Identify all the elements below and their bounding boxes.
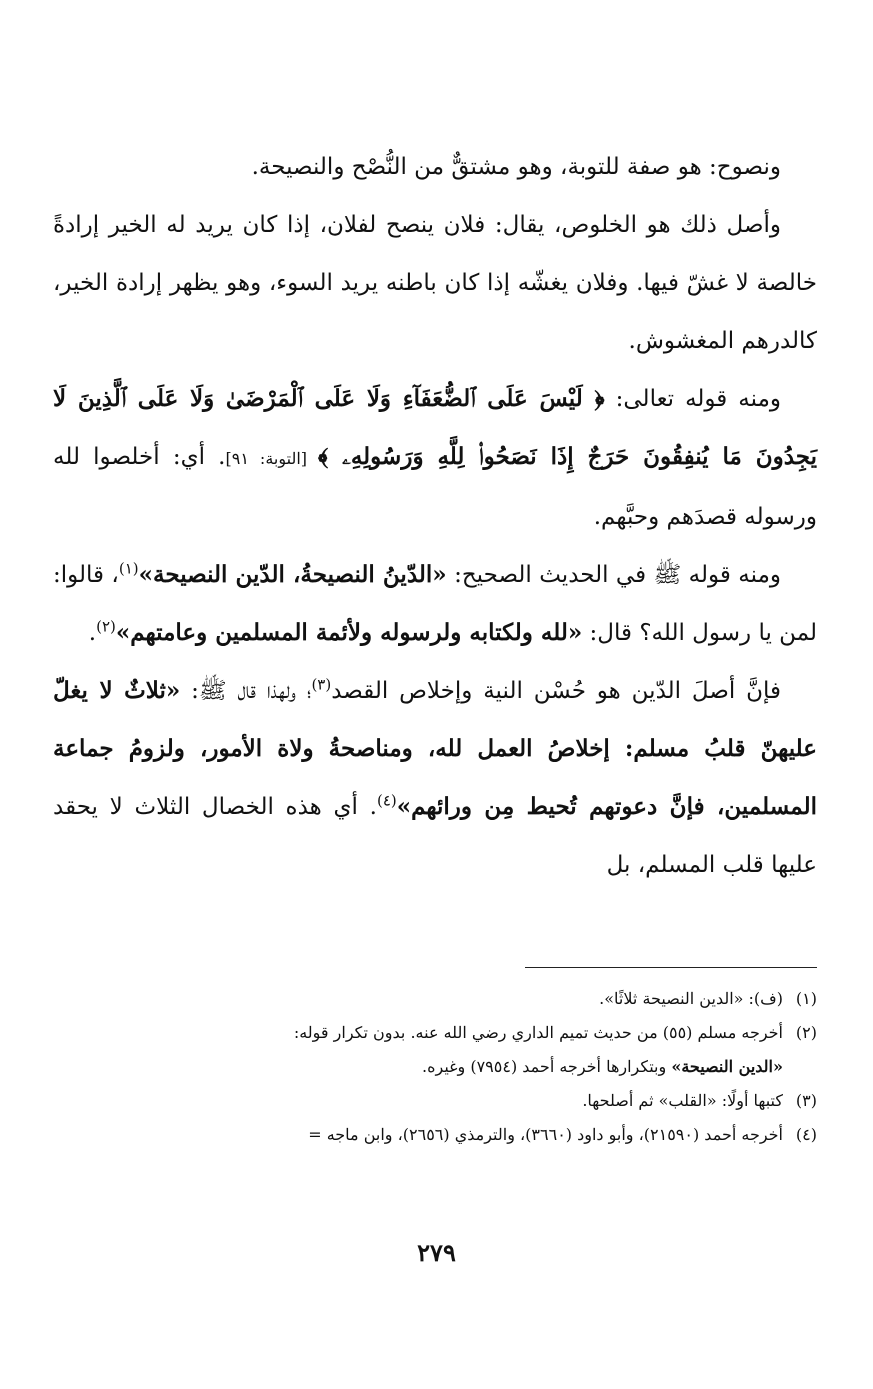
paragraph-3-intro: ومنه قوله تعالى: xyxy=(604,386,782,412)
footnote-marker-1[interactable]: (١) xyxy=(118,559,139,578)
paragraph-2 xyxy=(53,196,817,370)
paragraph-3-tail: . أي: أخلصوا لله ورسوله قصدَهم وحبَّهم. xyxy=(53,444,817,530)
footnote-2-continuation xyxy=(53,1050,817,1084)
footnote-3-number: (٣) xyxy=(795,1091,817,1110)
footnote-1-text: (ف): «الدين النصيحة ثلاثًا». xyxy=(599,989,783,1008)
quran-verse: ﴿ لَيْسَ عَلَى ٱلضُّعَفَآءِ وَلَا عَلَى ٱلْمَرْضَىٰ وَلَا عَلَى ٱلَّذِينَ لَا يَجِدُونَ مَا يُنفِقُونَ حَرَجٌ إِذَا نَصَحُوا۟ لِلَّهِ وَرَسُولِهِۦ ﴾ xyxy=(53,385,818,470)
footnote-marker-4[interactable]: (٤) xyxy=(376,791,397,810)
footnote-marker-3[interactable]: (٣) xyxy=(311,675,332,694)
footnote-4-text: أخرجه أحمد (٢١٥٩٠)، وأبو داود (٣٦٦٠)، والترمذي (٢٦٥٦)، وابن ماجه = xyxy=(308,1125,783,1144)
hadith-quote-3: «ثلاثٌ لا يغلّ عليهنّ قلبُ مسلم: إخلاصُ العمل لله، ومناصحةُ ولاة الأمور، ولزومُ جماعة المسلمين، فإنَّ دعوتهم تُحيط مِن ورائهم» xyxy=(53,677,817,820)
footnote-3-text: كتبها أولًا: «القلب» ثم أصلحها. xyxy=(582,1091,783,1110)
hadith-quote-1: «الدّينُ النصيحةُ، الدّين النصيحة» xyxy=(138,561,447,588)
footnote-2-number: (٢) xyxy=(795,1023,817,1042)
paragraph-1-text: ونصوح: هو صفة للتوبة، وهو مشتقٌّ من النُّصْح والنصيحة. xyxy=(251,154,781,180)
footnote-2-cont-text: وبتكرارها أخرجه أحمد (٧٩٥٤) وغيره. xyxy=(422,1057,672,1076)
paragraph-3 xyxy=(53,370,817,546)
footnote-divider xyxy=(525,967,817,968)
footnotes xyxy=(53,982,817,1152)
paragraph-5-a: فإنَّ أصلَ الدّين هو حُسْن النية وإخلاص القصد xyxy=(331,678,781,704)
paragraph-4-intro: ومنه قوله ﷺ في الحديث الصحيح: xyxy=(446,562,781,588)
paragraph-5-c: . أي هذه الخصال الثلاث لا يحقد عليها قلب المسلم، بل xyxy=(53,794,817,878)
page-number: ٢٧٩ xyxy=(417,1238,456,1267)
paragraph-5 xyxy=(53,662,817,894)
paragraph-4-mid: ، قالوا: لمن يا رسول الله؟ قال: xyxy=(53,562,817,646)
paragraph-4-end: . xyxy=(88,620,97,646)
footnote-2-quote: «الدين النصيحة» xyxy=(671,1057,783,1076)
verse-reference: [التوبة: ٩١] xyxy=(225,449,318,468)
footnote-1 xyxy=(53,982,817,1016)
footnote-4-number: (٤) xyxy=(795,1125,817,1144)
paragraph-4 xyxy=(53,546,817,662)
paragraph-1 xyxy=(53,138,817,196)
footnote-2-text: أخرجه مسلم (٥٥) من حديث تميم الداري رضي الله عنه. بدون تكرار قوله: xyxy=(293,1023,783,1042)
main-text xyxy=(53,138,817,894)
footnote-2 xyxy=(53,1016,817,1050)
footnote-3 xyxy=(53,1084,817,1118)
footnote-marker-2[interactable]: (٢) xyxy=(96,617,116,636)
hadith-quote-2: «لله ولكتابه ولرسوله ولأئمة المسلمين وعامتهم» xyxy=(115,619,583,646)
footnote-4 xyxy=(53,1118,817,1152)
footnote-1-number: (١) xyxy=(795,989,817,1008)
paragraph-2-text: وأصل ذلك هو الخلوص، يقال: فلان ينصح لفلان، إذا كان يريد له الخير إرادةً خالصة لا غشّ فيها. وفلان يغشّه إذا كان باطنه يريد السوء، وهو يظهر إرادة الخير، كالدرهم المغشوش. xyxy=(53,212,817,354)
paragraph-5-b: ؛ ولهذا قال ﷺ: xyxy=(180,678,312,704)
